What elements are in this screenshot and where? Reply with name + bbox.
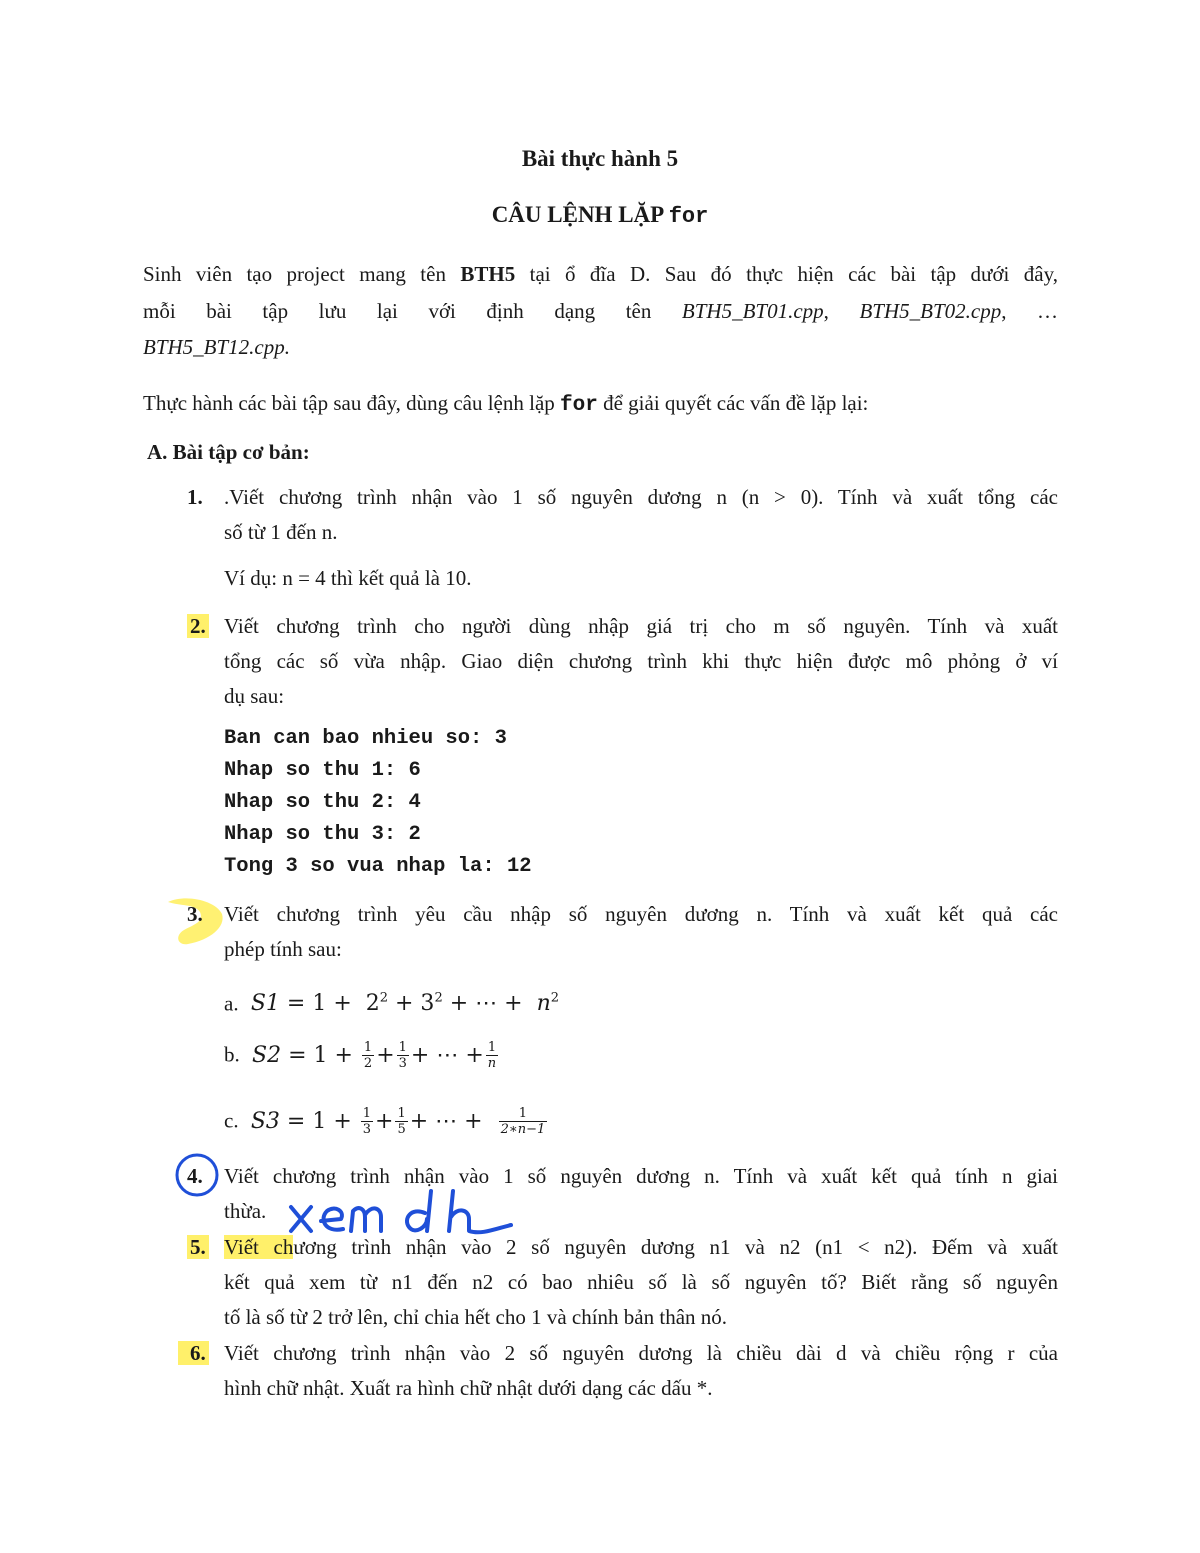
fraction-1-n: $\frac{1}{n}$ [487,1040,497,1071]
section-heading: A. Bài tập cơ bản: [147,440,310,464]
intro-text-1c: tại ổ đĩa D. Sau đó thực hiện các bài tập dưới đây, [515,262,1058,286]
code-line-2: Nhap so thu 1: 6 [224,759,421,782]
s3-symbol: S3 [250,1108,280,1134]
page-subtitle [0,201,1200,231]
exercise-3-line-1: Viết chương trình yêu cầu nhập số nguyên dương n. Tính và xuất kết quả các [224,902,1058,926]
exercise-1-line-1: .Viết chương trình nhận vào 1 số nguyên dương n (n > 0). Tính và xuất tổng các [224,485,1058,509]
exercise-6-number [178,1339,209,1367]
file-name-2: BTH5_BT02.cpp [859,299,1002,323]
exercise-4-line-1: Viết chương trình nhận vào 1 số nguyên dương n. Tính và xuất kết quả tính n giai [224,1164,1058,1188]
exercise-1-example: Ví dụ: n = 4 thì kết quả là 10. [224,566,472,590]
s1-symbol: S1 [250,991,280,1017]
exercise-6-number-highlight: 6. [178,1341,209,1365]
intro-line-2 [143,297,1058,325]
exercise-2-number [187,612,209,640]
exercise-3-number: 3. [187,902,203,926]
formula-c: c. S3 = 1 + $\frac{1}{3}$ + $\frac{1}{5}$ + ⋯ + $\frac{1}{2∗n-1}$ [224,1106,546,1137]
exercise-2-number-highlight: 2. [187,614,209,638]
for-keyword: for [560,394,598,417]
file-name-1: BTH5_BT01.cpp [681,299,824,323]
formula-b-label: b. [224,1042,240,1067]
exercise-2-line-1: Viết chương trình cho người dùng nhập giá trị cho m số nguyên. Tính và xuất [224,614,1058,638]
exercise-1-line-2: số từ 1 đến n. [224,520,338,544]
exercise-3-line-2: phép tính sau: [224,937,342,961]
formula-a-label: a. [224,991,239,1016]
code-line-5: Tong 3 so vua nhap la: 12 [224,855,532,878]
exercise-6-line-2: hình chữ nhật. Xuất ra hình chữ nhật dưới dạng các dấu *. [224,1376,713,1400]
intro-line-1 [143,260,1058,288]
s2-symbol: S2 [252,1042,282,1068]
exercise-2-line-2: tổng các số vừa nhập. Giao diện chương trình khi thực hiện được mô phỏng ở ví [224,649,1058,673]
code-line-3: Nhap so thu 2: 4 [224,791,421,814]
fraction-1-2: $\frac{1}{2}$ [363,1040,373,1071]
exercise-5-line-2: kết quả xem từ n1 đến n2 có bao nhiêu số là số nguyên tố? Biết rằng số nguyên [224,1270,1058,1294]
exercise-5-highlight-text: Viết ch [224,1235,294,1259]
page-title: Bài thực hành 5 [521,146,679,171]
code-line-4: Nhap so thu 3: 2 [224,823,421,846]
fraction-1-2n-1: $\frac{1}{2∗n-1}$ [500,1106,546,1137]
code-line-1: Ban can bao nhieu so: 3 [224,727,507,750]
exercise-5-line-1 [224,1233,1058,1261]
exercise-4-number: 4. [187,1164,203,1188]
subtitle-code: for [668,204,709,229]
intro-text-4b: để giải quyết các vấn đề lặp lại: [597,391,869,415]
intro-line-3 [143,333,290,361]
project-name: BTH5 [460,262,516,286]
intro-text-4a: Thực hành các bài tập sau đây, dùng câu lệnh lặp [143,391,561,415]
formula-c-label: c. [224,1108,239,1133]
intro-text-1a: Sinh viên tạo project mang tên [143,262,461,286]
separator-1: , [823,299,860,323]
file-name-3: BTH5_BT12.cpp [143,335,285,359]
intro-end: . [284,335,290,359]
fraction-1-3b: $\frac{1}{3}$ [362,1106,372,1137]
subtitle-text: CÂU LỆNH LẶP [491,202,669,227]
formula-a: a. $S1 = 1 + 2^2 + 3^2$ + ⋯ + $n^2$ [224,991,560,1017]
exercise-4-line-2: thừa. [224,1199,267,1223]
exercise-5-number-highlight: 5. [187,1235,209,1259]
handwritten-note [285,1185,520,1240]
exercise-6-line-1: Viết chương trình nhận vào 2 số nguyên dương là chiều dài d và chiều rộng r của [224,1341,1058,1365]
exercise-5-number [187,1233,209,1261]
formula-b: b. S2 = 1 + $\frac{1}{2}$ + $\frac{1}{3}$ + ⋯ + $\frac{1}{n}$ [224,1040,497,1071]
exercise-1-number: 1. [187,485,203,509]
exercise-5-line-3: tố là số từ 2 trở lên, chỉ chia hết cho 1 và chính bản thân nó. [224,1305,728,1329]
intro-line-4 [143,389,868,420]
fraction-1-5: $\frac{1}{5}$ [397,1106,406,1137]
exercise-2-line-3: dụ sau: [224,684,285,708]
intro-text-2a: mỗi bài tập lưu lại với định dạng tên [143,299,682,323]
separator-2: , … [1001,299,1059,323]
exercise-5-text: ương trình nhận vào 2 số nguyên dương n1 và n2 (n1 < n2). Đếm và xuất [293,1235,1059,1259]
fraction-1-3: $\frac{1}{3}$ [398,1040,407,1071]
